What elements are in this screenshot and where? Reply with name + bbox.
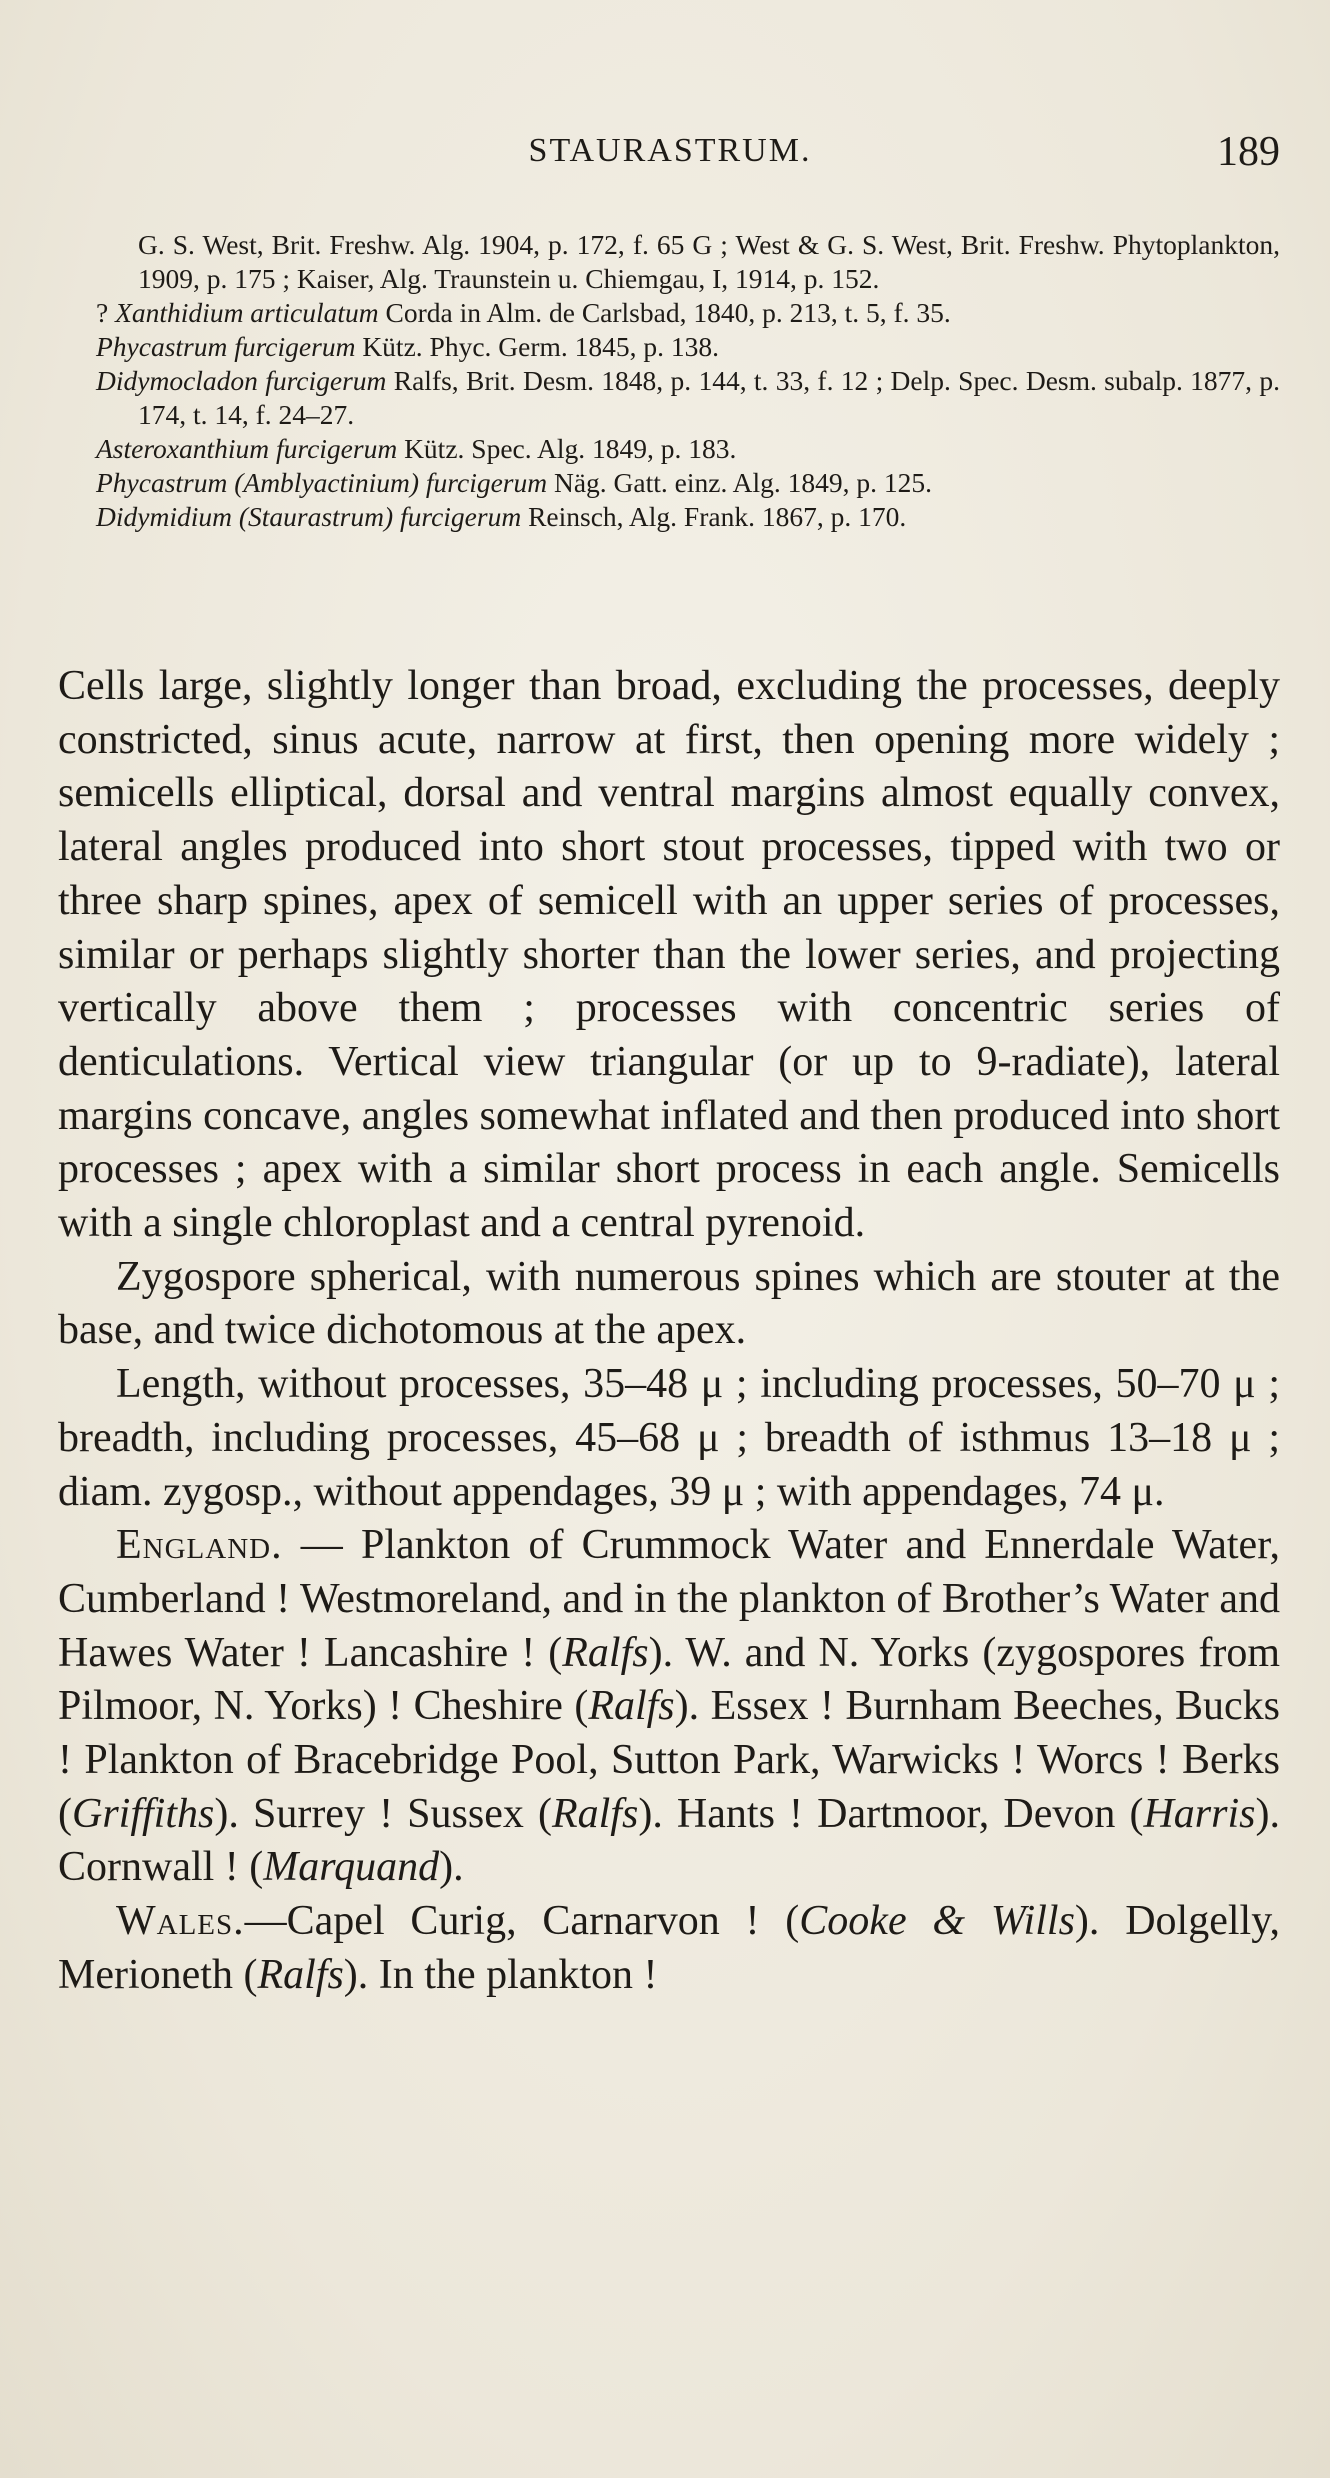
- distribution-text: ).: [439, 1844, 464, 1891]
- zygospore-paragraph: Zygospore spherical, with numerous spines which are stouter at the base, and twice dichotomous at the apex.: [58, 1253, 1280, 1354]
- reference-citation: Kütz. Spec. Alg. 1849, p. 183.: [397, 433, 737, 464]
- collector-name: Ralfs: [588, 1683, 675, 1730]
- distribution-text: — Plankton of Crummock Water and Ennerdale Water, Cumberland ! Westmoreland, and in the plankton of Brother’s Water and Hawes Water ! Lancashire ! (: [58, 1522, 1280, 1676]
- collector-name: Griffiths: [72, 1790, 215, 1837]
- reference-entry: [96, 330, 1280, 364]
- distribution-text: —Capel Curig, Carnarvon ! (: [244, 1898, 800, 1945]
- region-label-wales: Wales.: [116, 1898, 245, 1945]
- distribution-text: ). Cornwall ! (: [58, 1790, 1280, 1891]
- distribution-text: ). In the plankton !: [343, 1951, 658, 1998]
- region-label-england: England.: [116, 1522, 283, 1569]
- collector-name: Harris: [1143, 1790, 1256, 1837]
- running-head: [60, 128, 1280, 178]
- page-number: 189: [1217, 129, 1280, 175]
- reference-entry: [96, 296, 1280, 330]
- distribution-text: ). Dolgelly, Merioneth (: [58, 1898, 1280, 1998]
- reference-citation: Näg. Gatt. einz. Alg. 1849, p. 125.: [547, 467, 933, 498]
- synonymy-references: [96, 228, 1280, 534]
- reference-citation: Kütz. Phyc. Germ. 1845, p. 138.: [355, 331, 720, 362]
- collector-name: Ralfs: [551, 1790, 639, 1837]
- distribution-text: ). Hants ! Dartmoor, Devon (: [638, 1790, 1144, 1837]
- reference-entry: [96, 500, 1280, 534]
- distribution-wales: [58, 1895, 1280, 2002]
- collector-name: Ralfs: [562, 1629, 649, 1676]
- collector-name: Cooke & Wills: [799, 1898, 1075, 1945]
- distribution-text: ). W. and N. Yorks (zygospores from Pilmoor, N. Yorks) ! Cheshire (: [58, 1629, 1280, 1730]
- reference-citation: Corda in Alm. de Carlsbad, 1840, p. 213, t. 5, f. 35.: [378, 297, 951, 328]
- reference-entry: [96, 228, 1280, 296]
- reference-citation: Ralfs, Brit. Desm. 1848, p. 144, t. 33, f. 12 ; Delp. Spec. Desm. subalp. 1877, p. 174, t. 14, f. 24–27.: [138, 365, 1280, 430]
- doubtful-mark: ?: [96, 297, 116, 328]
- reference-taxon: Xanthidium articulatum: [115, 297, 379, 328]
- running-title: STAURASTRUM.: [528, 132, 812, 169]
- species-description-body: [58, 660, 1280, 2003]
- collector-name: Marquand: [263, 1844, 440, 1891]
- collector-name: Ralfs: [257, 1951, 344, 1998]
- reference-entry: [96, 432, 1280, 466]
- measurements-paragraph: Length, without processes, 35–48 μ ; including processes, 50–70 μ ; breadth, including processes, 45–68 μ ; breadth of isthmus 13–18 μ ; diam. zygosp., without appendages, 39 μ ; with appendages, 74 μ.: [58, 1361, 1280, 1515]
- reference-taxon: Asteroxanthium furcigerum: [96, 433, 398, 464]
- reference-taxon: Didymidium (Staurastrum) furcigerum: [96, 501, 522, 532]
- reference-citation: Reinsch, Alg. Frank. 1867, p. 170.: [521, 501, 907, 532]
- distribution-england: [58, 1519, 1280, 1895]
- reference-citation: G. S. West, Brit. Freshw. Alg. 1904, p. 172, f. 65 G ; West & G. S. West, Brit. Freshw. Phytoplankton, 1909, p. 175 ; Kaiser, Alg. Traunstein u. Chiemgau, I, 1914, p. 152.: [138, 229, 1280, 294]
- distribution-text: ). Essex ! Burnham Beeches, Bucks ! Plankton of Bracebridge Pool, Sutton Park, Warwicks ! Worcs ! Berks (: [58, 1683, 1280, 1837]
- reference-taxon: Phycastrum furcigerum: [96, 331, 356, 362]
- reference-taxon: Phycastrum (Amblyactinium) furcigerum: [96, 467, 548, 498]
- description-paragraph: Cells large, slightly longer than broad, excluding the processes, deeply constricted, sinus acute, narrow at first, then opening more widely ; semicells elliptical, dorsal and ventral margins almost equally convex, lateral angles produced into short stout processes, tipped with two or three sharp spines, apex of semicell with an upper series of processes, similar or perhaps slightly shorter than the lower series, and projecting vertically above them ; processes with concentric series of denticulations. Vertical view triangular (or up to 9-radiate), lateral margins concave, angles somewhat inflated and then produced into short processes ; apex with a similar short process in each angle. Semicells with a single chloroplast and a central pyrenoid.: [58, 663, 1280, 1247]
- reference-taxon: Didymocladon furcigerum: [96, 365, 387, 396]
- reference-entry: [96, 466, 1280, 500]
- reference-entry: [96, 364, 1280, 432]
- distribution-text: ). Surrey ! Sussex (: [214, 1790, 552, 1837]
